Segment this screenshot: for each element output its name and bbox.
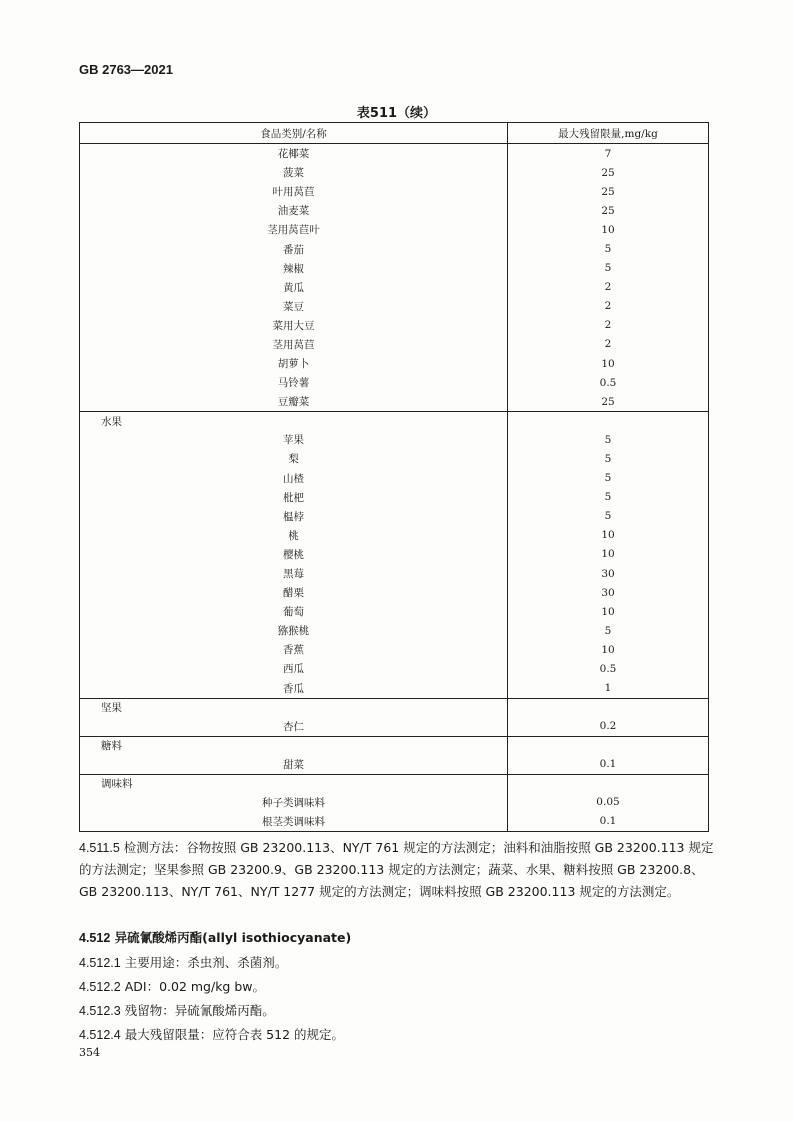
limit-value-cell: 25: [508, 182, 709, 201]
table-row: [80, 679, 709, 699]
food-name-cell: 山楂: [80, 469, 508, 488]
table-row: [80, 335, 709, 354]
limit-value-cell: 5: [508, 621, 709, 640]
table-group-row: [80, 774, 709, 793]
food-name-cell: 枇杷: [80, 488, 508, 507]
limit-value-cell: 5: [508, 507, 709, 526]
table-row: [80, 583, 709, 602]
table-row: [80, 201, 709, 220]
limit-value-cell: 2: [508, 297, 709, 316]
table-row: [80, 602, 709, 621]
section-4-512-4: [79, 1024, 719, 1046]
limit-value-cell: 25: [508, 163, 709, 182]
limit-value-cell: 7: [508, 144, 709, 164]
limit-value-cell: 1: [508, 679, 709, 699]
group-value-cell: [508, 774, 709, 793]
table-row: [80, 640, 709, 659]
food-name-cell: 菜豆: [80, 297, 508, 316]
table-row: [80, 278, 709, 297]
food-name-cell: 桃: [80, 526, 508, 545]
food-name-cell: 茎用莴苣叶: [80, 220, 508, 239]
food-name-cell: 番茄: [80, 239, 508, 258]
food-name-cell: 醋栗: [80, 583, 508, 602]
table-row: [80, 144, 709, 164]
table-caption: 表511（续）: [356, 106, 437, 121]
column-header-limit: 最大残留限量,mg/kg: [508, 123, 709, 144]
section-4-512-1: [79, 952, 719, 974]
limit-value-cell: 5: [508, 430, 709, 449]
food-name-cell: 种子类调味料: [80, 793, 508, 812]
limit-value-cell: 25: [508, 201, 709, 220]
table-row: [80, 717, 709, 737]
group-label: 调味料: [80, 774, 508, 793]
table-row: [80, 354, 709, 373]
limit-value-cell: 10: [508, 602, 709, 621]
group-value-cell: [508, 736, 709, 755]
food-name-cell: 榅桲: [80, 507, 508, 526]
section-number: 4.512.1: [79, 956, 121, 970]
table-group-row: [80, 698, 709, 717]
limit-value-cell: 10: [508, 545, 709, 564]
limit-value-cell: 30: [508, 564, 709, 583]
limit-value-cell: 5: [508, 488, 709, 507]
food-name-cell: 菜用大豆: [80, 316, 508, 335]
limit-value-cell: 2: [508, 335, 709, 354]
section-text: 检测方法：谷物按照 GB 23200.113、NY/T 761 规定的方法测定；油料和油脂按照 GB 23200.113 规定的方法测定；坚果参照 GB 23200.9、GB 23200.113 规定的方法测定；蔬菜、水果、糖料按照 GB 23200.8、GB 23200.113、NY/T 761、NY/T 1277 规定的方法测定；调味料按照 GB 23200.113 规定的方法测定。: [79, 840, 714, 899]
limit-value-cell: 0.1: [508, 755, 709, 775]
table-group-row: [80, 412, 709, 431]
section-number: 4.512: [79, 931, 111, 945]
limit-value-cell: 2: [508, 278, 709, 297]
limit-value-cell: 0.2: [508, 717, 709, 737]
table-row: [80, 793, 709, 812]
limit-value-cell: 10: [508, 526, 709, 545]
section-text: 主要用途：杀虫剂、杀菌剂。: [124, 955, 288, 970]
table-group-row: [80, 736, 709, 755]
group-label: 水果: [80, 412, 508, 431]
food-name-cell: 樱桃: [80, 545, 508, 564]
table-body: [80, 144, 709, 832]
column-header-food: 食品类别/名称: [80, 123, 508, 144]
table-row: [80, 659, 709, 678]
food-name-cell: 花椰菜: [80, 144, 508, 164]
table-row: [80, 526, 709, 545]
table-row: [80, 373, 709, 392]
section-4-512-2: [79, 976, 719, 998]
table-row: [80, 488, 709, 507]
food-name-cell: 葡萄: [80, 602, 508, 621]
limit-value-cell: 2: [508, 316, 709, 335]
food-name-cell: 甜菜: [80, 755, 508, 775]
section-number: 4.512.3: [79, 1004, 121, 1018]
table-row: [80, 507, 709, 526]
limit-value-cell: 5: [508, 239, 709, 258]
table-row: [80, 316, 709, 335]
food-name-cell: 豆瓣菜: [80, 392, 508, 412]
limit-value-cell: 0.1: [508, 812, 709, 832]
food-name-cell: 杏仁: [80, 717, 508, 737]
food-name-cell: 马铃薯: [80, 373, 508, 392]
limit-value-cell: 10: [508, 640, 709, 659]
food-name-cell: 辣椒: [80, 259, 508, 278]
limit-value-cell: 0.5: [508, 659, 709, 678]
food-name-cell: 菠菜: [80, 163, 508, 182]
table-row: [80, 239, 709, 258]
section-number: 4.512.2: [79, 980, 121, 994]
limit-value-cell: 10: [508, 220, 709, 239]
food-name-cell: 茎用莴苣: [80, 335, 508, 354]
table-row: [80, 449, 709, 468]
food-name-cell: 香蕉: [80, 640, 508, 659]
section-4-512-3: [79, 1000, 719, 1022]
section-text: 残留物：异硫氰酸烯丙酯。: [124, 1003, 275, 1018]
group-value-cell: [508, 412, 709, 431]
table-row: [80, 182, 709, 201]
table-row: [80, 755, 709, 775]
residue-limit-table: [79, 122, 709, 832]
food-name-cell: 油麦菜: [80, 201, 508, 220]
group-label: 糖料: [80, 736, 508, 755]
food-name-cell: 西瓜: [80, 659, 508, 678]
table-row: [80, 812, 709, 832]
table-row: [80, 564, 709, 583]
table-row: [80, 392, 709, 412]
table-row: [80, 469, 709, 488]
food-name-cell: 根茎类调味料: [80, 812, 508, 832]
table-row: [80, 163, 709, 182]
limit-value-cell: 5: [508, 449, 709, 468]
section-title: 异硫氰酸烯丙酯(allyl isothiocyanate): [114, 930, 352, 945]
table-row: [80, 259, 709, 278]
table-row: [80, 430, 709, 449]
group-value-cell: [508, 698, 709, 717]
limit-value-cell: 30: [508, 583, 709, 602]
table-row: [80, 621, 709, 640]
food-name-cell: 黄瓜: [80, 278, 508, 297]
standard-header: GB 2763—2021: [79, 62, 173, 77]
limit-value-cell: 5: [508, 469, 709, 488]
food-name-cell: 胡萝卜: [80, 354, 508, 373]
table-header-row: [80, 123, 709, 144]
table-row: [80, 545, 709, 564]
page-number: 354: [79, 1046, 100, 1059]
table-row: [80, 220, 709, 239]
section-text: ADI：0.02 mg/kg bw。: [124, 979, 265, 994]
limit-value-cell: 0.05: [508, 793, 709, 812]
section-4-511-5: [79, 837, 719, 903]
group-label: 坚果: [80, 698, 508, 717]
limit-value-cell: 5: [508, 259, 709, 278]
limit-value-cell: 10: [508, 354, 709, 373]
section-number: 4.512.4: [79, 1028, 121, 1042]
limit-value-cell: 25: [508, 392, 709, 412]
food-name-cell: 香瓜: [80, 679, 508, 699]
section-number: 4.511.5: [79, 841, 120, 855]
table-row: [80, 297, 709, 316]
food-name-cell: 苹果: [80, 430, 508, 449]
section-4-512: [79, 927, 719, 949]
food-name-cell: 黑莓: [80, 564, 508, 583]
limit-value-cell: 0.5: [508, 373, 709, 392]
section-text: 最大残留限量：应符合表 512 的规定。: [124, 1027, 345, 1042]
food-name-cell: 梨: [80, 449, 508, 468]
food-name-cell: 叶用莴苣: [80, 182, 508, 201]
food-name-cell: 猕猴桃: [80, 621, 508, 640]
